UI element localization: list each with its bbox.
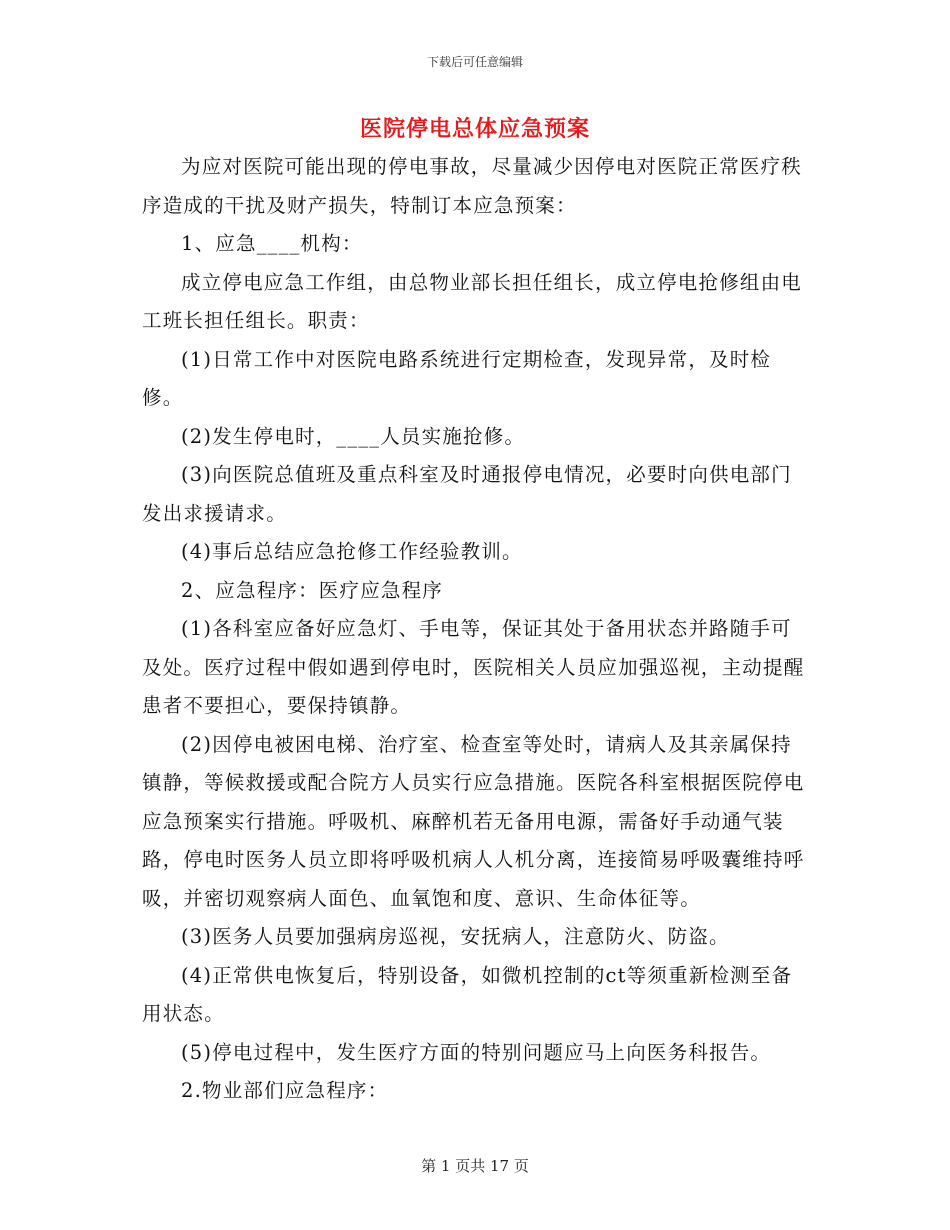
paragraph-medical-5: (5)停电过程中，发生医疗方面的特别问题应马上向医务科报告。 bbox=[181, 1040, 772, 1064]
paragraph-duty-3: (3)向医院总值班及重点科室及时通报停电情况，必要时向供电部门发出求援请求。 bbox=[142, 463, 792, 525]
paragraph-section-1: 1、应急____机构： bbox=[181, 232, 363, 255]
paragraph-duty-1: (1)日常工作中对医院电路系统进行定期检查，发现异常，及时检修。 bbox=[142, 347, 772, 409]
page-footer: 第 1 页共 17 页 bbox=[421, 1157, 529, 1175]
paragraph-medical-3: (3)医务人员要加强病房巡视，安抚病人，注意防火、防盗。 bbox=[181, 925, 730, 948]
paragraph-property-heading: 2.物业部们应急程序： bbox=[181, 1079, 389, 1102]
paragraph-medical-4: (4)正常供电恢复后，特别设备，如微机控制的ct等须重新检测至备用状态。 bbox=[142, 963, 793, 1025]
paragraph-intro: 为应对医院可能出现的停电事故，尽量减少因停电对医院正常医疗秩序造成的干扰及财产损失，特制订本应急预案： bbox=[142, 155, 803, 217]
paragraph-section-2: 2、应急程序：医疗应急程序 bbox=[181, 578, 444, 602]
document-body bbox=[142, 148, 810, 1111]
page-header: 下载后可任意编辑 bbox=[426, 55, 523, 69]
document-title: 医院停电总体应急预案 bbox=[359, 116, 590, 142]
paragraph-duty-4: (4)事后总结应急抢修工作经验教训。 bbox=[181, 540, 523, 563]
paragraph-organization: 成立停电应急工作组，由总物业部长担任组长，成立停电抢修组由电工班长担任组长。职责： bbox=[142, 270, 803, 332]
paragraph-medical-2: (2)因停电被困电梯、治疗室、检查室等处时，请病人及其亲属保持镇静，等候救援或配合院方人员实行应急措施。医院各科室根据医院停电应急预案实行措施。呼吸机、麻醉机若无备用电源，需备好手动通气装路，停电时医务人员立即将呼吸机病人人机分离，连接简易呼吸囊维持呼吸，并密切观察病人面色、血氧饱和度、意识、生命体征等。 bbox=[142, 732, 805, 910]
paragraph-duty-2: (2)发生停电时，____人员实施抢修。 bbox=[181, 424, 526, 448]
paragraph-medical-1: (1)各科室应备好应急灯、手电等，保证其处于备用状态并路随手可及处。医疗过程中假如遇到停电时，医院相关人员应加强巡视，主动提醒患者不要担心，要保持镇静。 bbox=[142, 617, 805, 717]
